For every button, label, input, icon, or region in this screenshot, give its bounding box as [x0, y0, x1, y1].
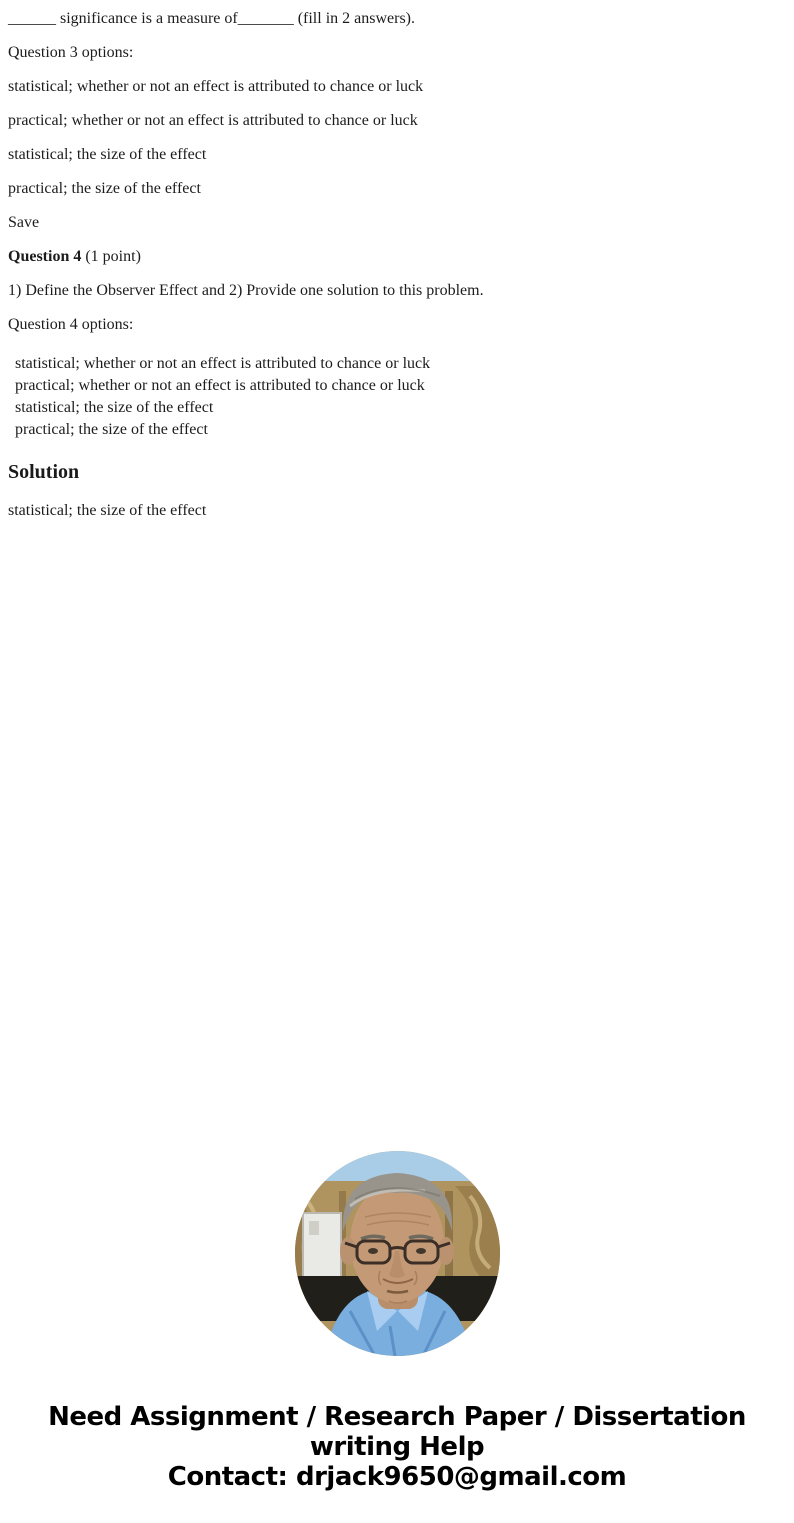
question4-prompt: 1) Define the Observer Effect and 2) Provide one solution to this problem. [8, 282, 484, 299]
question3-options-label: Question 3 options: [8, 44, 134, 61]
question3-option-1: statistical; whether or not an effect is attributed to chance or luck [8, 78, 424, 95]
question3-prompt: ______ significance is a measure of_______ (fill in 2 answers). [8, 10, 416, 27]
tutor-avatar [295, 1151, 500, 1356]
question4-option-1: statistical; whether or not an effect is attributed to chance or luck [15, 355, 431, 372]
footer-line1: Need Assignment / Research Paper / Dissertation [48, 1402, 746, 1432]
footer-contact-email: Contact: drjack9650@gmail.com [167, 1462, 627, 1492]
footer-ad [0, 1402, 794, 1492]
question3-option-4: practical; the size of the effect [8, 180, 201, 197]
save-label: Save [8, 214, 40, 231]
question4-option-4: practical; the size of the effect [15, 421, 208, 438]
question4-option-3: statistical; the size of the effect [15, 399, 214, 416]
solution-heading: Solution [8, 461, 80, 483]
footer-line2: writing Help [309, 1432, 485, 1462]
solution-answer: statistical; the size of the effect [8, 502, 207, 519]
question4-title: Question 4 [8, 248, 82, 265]
question4-options-list [15, 353, 770, 441]
question3-option-2: practical; whether or not an effect is attributed to chance or luck [8, 112, 418, 129]
question4-heading [8, 247, 770, 266]
document-body [8, 0, 770, 535]
avatar-container [0, 1151, 794, 1356]
question3-option-3: statistical; the size of the effect [8, 146, 207, 163]
question4-option-2: practical; whether or not an effect is attributed to chance or luck [15, 377, 425, 394]
man-portrait-photo-icon [295, 1151, 500, 1356]
question4-points: (1 point) [81, 248, 141, 265]
question4-options-label: Question 4 options: [8, 316, 134, 333]
